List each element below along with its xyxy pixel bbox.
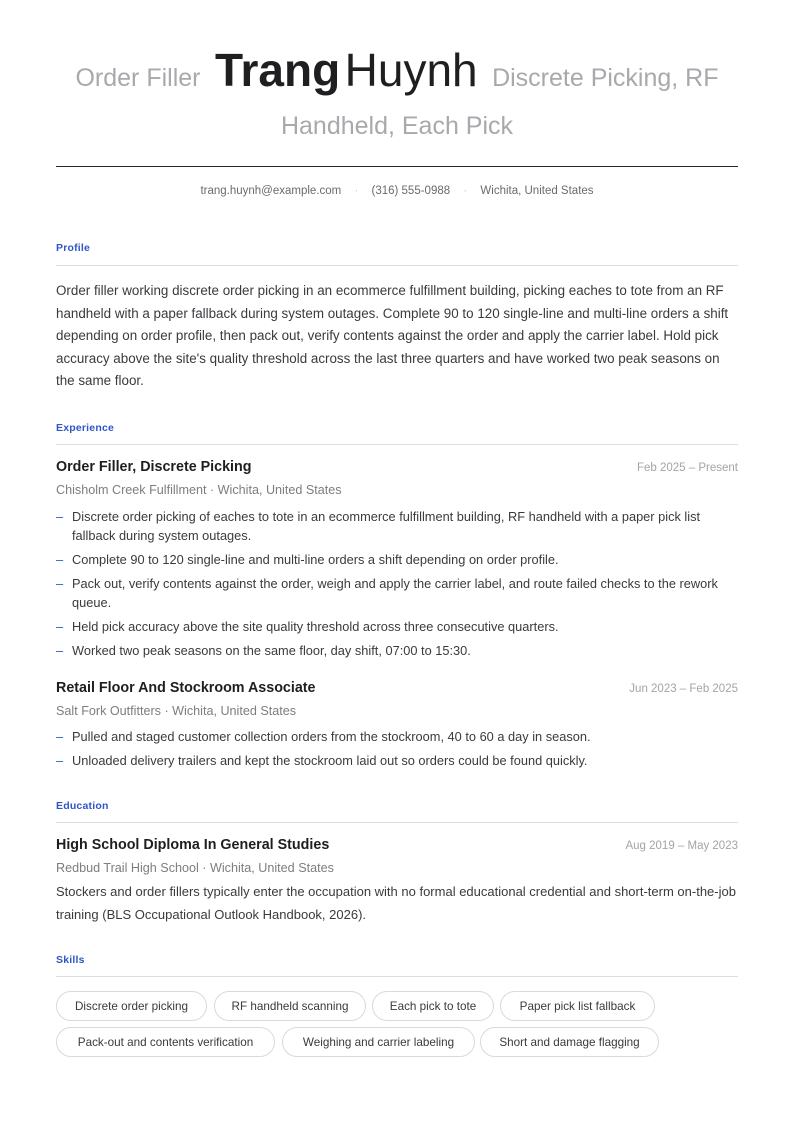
education-school: Redbud Trail High School · Wichita, United States <box>56 861 334 875</box>
first-name: Trang <box>214 44 341 96</box>
skills-divider <box>56 976 738 977</box>
bullet-dash: – <box>56 643 64 658</box>
skill-chip: RF handheld scanning <box>214 991 366 1021</box>
job-organization: Salt Fork Outfitters · Wichita, United States <box>56 704 297 718</box>
header-divider <box>56 166 738 167</box>
education-note: Stockers and order fillers typically enter the occupation with no formal educational credential and short-term on-the-job training (BLS Occupational Outlook Handbook, 2026). <box>56 884 736 922</box>
contact-separator: · <box>463 185 468 197</box>
resume-header <box>56 44 738 152</box>
contact-phone[interactable]: (316) 555-0988 <box>371 185 451 197</box>
skill-chip: Weighing and carrier labeling <box>282 1027 475 1057</box>
contact-location: Wichita, United States <box>480 185 594 197</box>
job-bullet: – Unloaded delivery trailers and kept the stockroom laid out so orders could be found quickly. <box>56 753 588 768</box>
profile-divider <box>56 265 738 266</box>
skill-chip: Paper pick list fallback <box>500 991 655 1021</box>
skill-chip: Pack-out and contents verification <box>56 1027 275 1057</box>
skills-heading: Skills <box>56 954 85 966</box>
experience-heading: Experience <box>56 422 115 434</box>
headline-specialty: Discrete Picking, RF <box>492 64 719 92</box>
job-dates: Feb 2025 – Present <box>636 462 738 474</box>
headline-role: Order Filler <box>75 64 201 92</box>
job-title: Retail Floor And Stockroom Associate <box>56 680 316 696</box>
bullet-dash: – <box>56 753 64 768</box>
job-bullet: – Complete 90 to 120 single-line and multi-line orders a shift depending on order profile. <box>56 552 559 567</box>
job-bullet: – Discrete order picking of eaches to tote in an ecommerce fulfillment building, RF handheld with a paper pick list fallback during system outages. <box>56 509 701 543</box>
skill-chip: Each pick to tote <box>372 991 494 1021</box>
education-divider <box>56 822 738 823</box>
education-heading: Education <box>56 800 109 812</box>
job-bullet: – Held pick accuracy above the site quality threshold across three consecutive quarters. <box>56 619 559 634</box>
job-title: Order Filler, Discrete Picking <box>56 459 252 475</box>
bullet-dash: – <box>56 509 64 524</box>
education-title: High School Diploma In General Studies <box>56 837 330 853</box>
contact-email[interactable]: trang.huynh@example.com <box>200 185 342 197</box>
bullet-dash: – <box>56 619 64 634</box>
job-bullet: – Pack out, verify contents against the order, weigh and apply the carrier label, and route failed checks to the rework queue. <box>56 576 718 610</box>
skill-chip: Discrete order picking <box>56 991 207 1021</box>
contact-line <box>56 185 738 197</box>
experience-divider <box>56 444 738 445</box>
profile-heading: Profile <box>56 242 91 254</box>
job-dates: Jun 2023 – Feb 2025 <box>629 683 738 695</box>
education-dates: Aug 2019 – May 2023 <box>625 840 738 852</box>
contact-separator: · <box>354 185 359 197</box>
skill-chip: Short and damage flagging <box>480 1027 659 1057</box>
bullet-dash: – <box>56 576 64 591</box>
bullet-dash: – <box>56 729 64 744</box>
bullet-dash: – <box>56 552 64 567</box>
headline-specialty-continued: Handheld, Each Pick <box>280 112 514 140</box>
job-bullet: – Worked two peak seasons on the same floor, day shift, 07:00 to 15:30. <box>56 643 471 658</box>
profile-summary: Order filler working discrete order picking in an ecommerce fulfillment building, picking eaches to tote from an RF handheld with a paper fallback during system outages. Complete 90 to 120 single-line and multi-line orders a shift depending on order profile, then pack out, verify contents against the order and apply the carrier label. Hold pick accuracy above the site's quality threshold across the last three quarters and have worked two peak seasons on the same floor. <box>56 283 729 388</box>
job-bullet: – Pulled and staged customer collection orders from the stockroom, 40 to 60 a day in season. <box>56 729 591 744</box>
last-name: Huynh <box>344 44 478 96</box>
job-organization: Chisholm Creek Fulfillment · Wichita, United States <box>56 483 342 497</box>
